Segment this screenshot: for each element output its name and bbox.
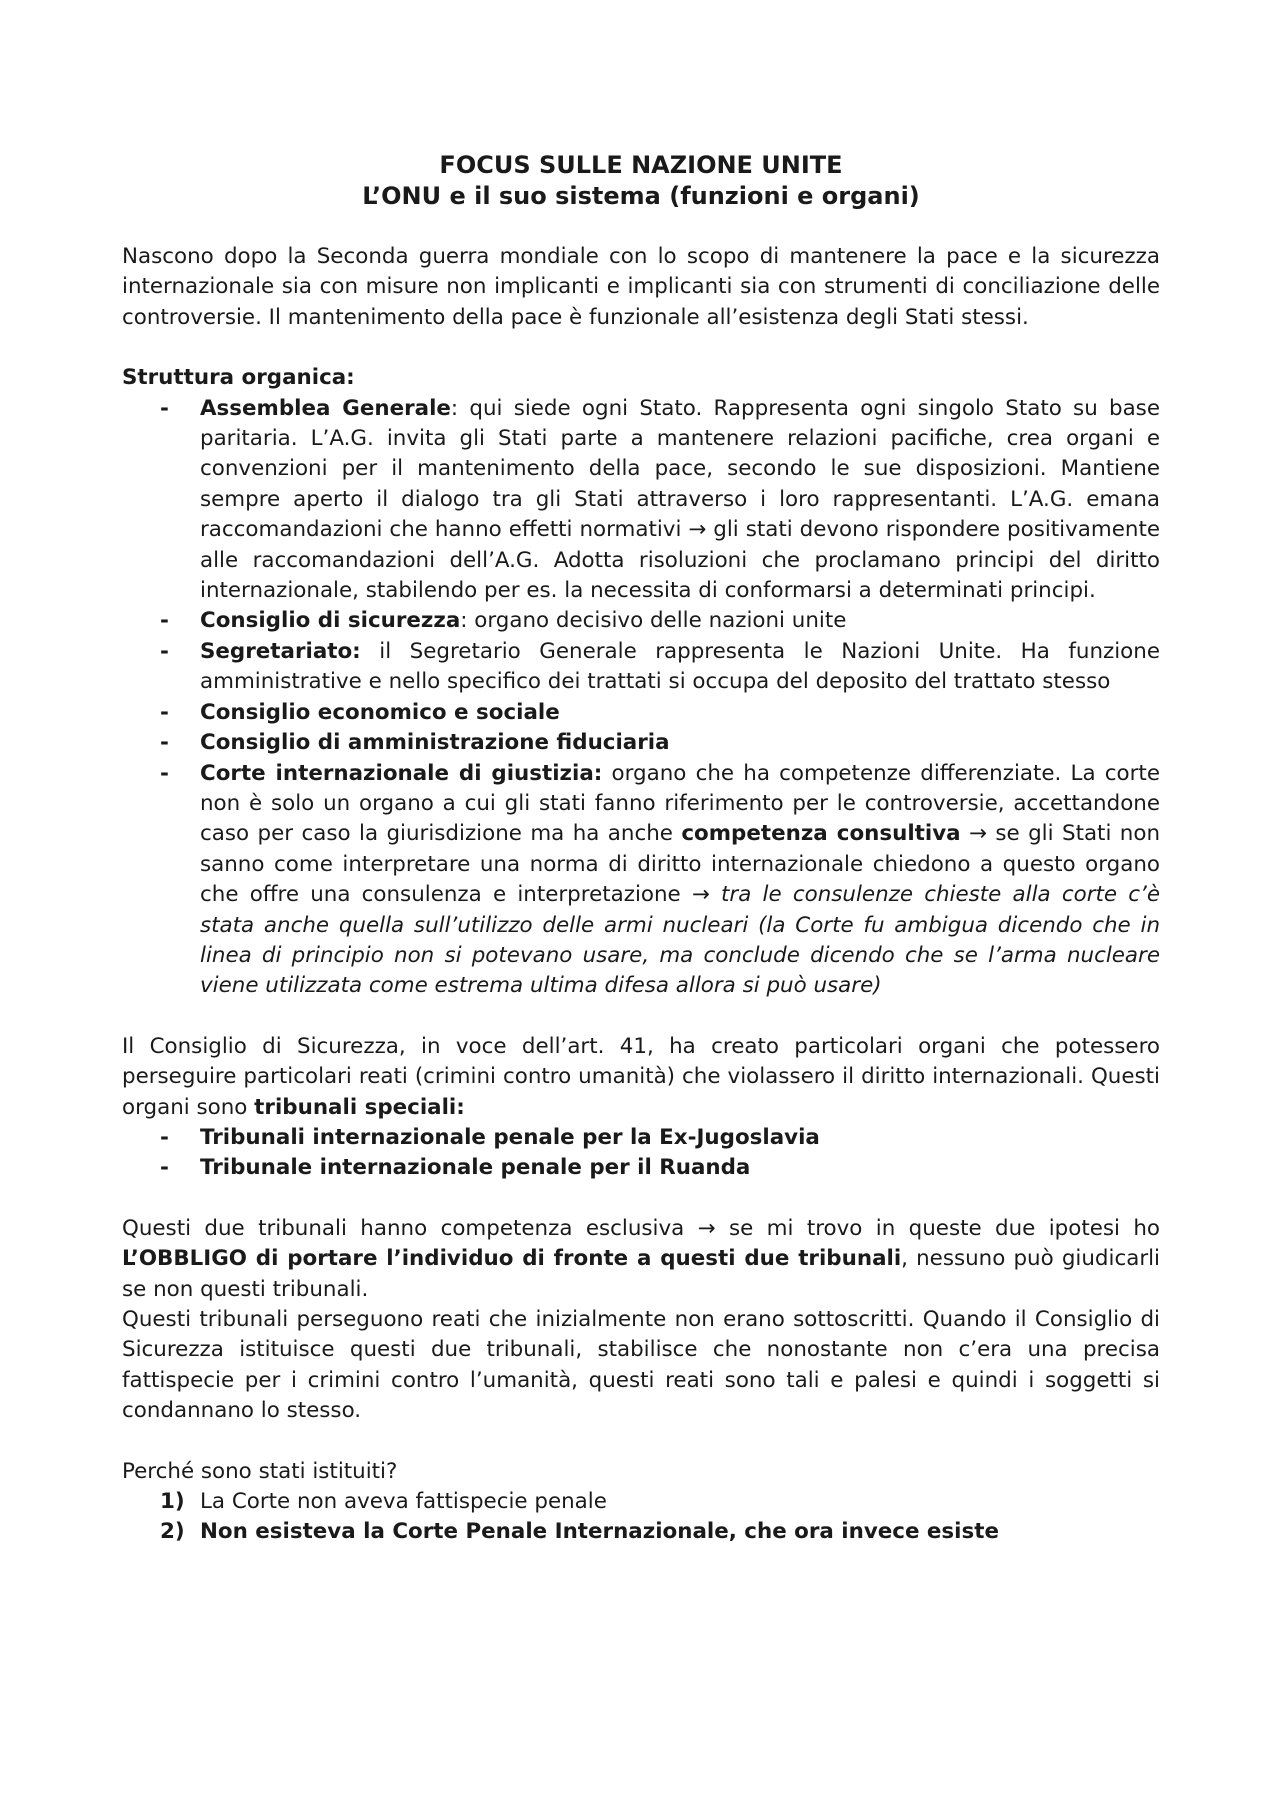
bullet-dash: - xyxy=(160,730,169,756)
list-item-consiglio-economico xyxy=(122,698,1160,728)
organi-list xyxy=(122,394,1160,1002)
bullet-dash: - xyxy=(160,1124,169,1150)
term-consiglio-amministrazione: Consiglio di amministrazione fiduciaria xyxy=(200,730,670,756)
section-heading-struttura: Struttura organica: xyxy=(122,365,355,391)
obbligo-term: L’OBBLIGO di portare l’individuo di fronte a questi due tribunali xyxy=(122,1246,902,1272)
spacer xyxy=(122,1002,1160,1032)
term-corte: Corte internazionale di giustizia: xyxy=(200,760,603,786)
tribunali-text: Il Consiglio di Sicurezza, in voce dell’art. 41, ha creato particolari organi che potessero perseguire particolari reati (crimini contro umanità) che violassero il diritto internazionali. Questi organi sono xyxy=(122,1033,1160,1120)
list-item-consiglio-sicurezza xyxy=(122,606,1160,636)
text-consiglio-sicurezza: : organo decisivo delle nazioni unite xyxy=(460,608,847,634)
term-segretariato: Segretariato: xyxy=(200,638,361,664)
list-item-corte xyxy=(122,759,1160,1002)
competenza-text-2: , nessuno può giudicarli se non questi tribunali. xyxy=(122,1246,1160,1302)
text-corte-italic: tra le consulenze chieste alla corte c’è stata anche quella sull’utilizzo delle armi nucleari (la Corte fu ambigua dicendo che in linea di principio non si potevano usare, ma conclude dicendo che se l’arma nucleare viene utilizzata come estrema ultima difesa allora si può usare) xyxy=(200,882,1160,999)
tribunali-paragraph xyxy=(122,1032,1160,1123)
page-title: FOCUS SULLE NAZIONE UNITE xyxy=(439,151,843,179)
tribunale-ruanda: Tribunale internazionale penale per il Ruanda xyxy=(200,1155,751,1181)
term-consiglio-sicurezza: Consiglio di sicurezza xyxy=(200,608,461,634)
perche-text-1: La Corte non aveva fattispecie penale xyxy=(200,1489,607,1515)
bullet-dash: - xyxy=(160,1155,169,1181)
bullet-dash: - xyxy=(160,699,169,725)
text-corte-2: → se gli Stati non sanno come interpretare una norma di diritto internazionale chiedono a questo organo che offre una consulenza e interpretazione → xyxy=(200,821,1161,908)
bullet-dash: - xyxy=(160,608,169,634)
number-marker: 1) xyxy=(160,1489,185,1515)
competenza-paragraph xyxy=(122,1214,1160,1305)
number-marker: 2) xyxy=(160,1519,185,1545)
perche-question: Perché sono stati istituiti? xyxy=(122,1458,398,1484)
tribunale-jugoslavia: Tribunali internazionale penale per la Ex-Jugoslavia xyxy=(200,1124,820,1150)
term-consiglio-economico: Consiglio economico e sociale xyxy=(200,699,560,725)
text-segretariato: il Segretario Generale rappresenta le Nazioni Unite. Ha funzione amministrative e nello specifico dei trattati si occupa del deposito del trattato stesso xyxy=(200,638,1160,695)
page-subtitle: L’ONU e il suo sistema (funzioni e organi) xyxy=(362,182,920,210)
term-competenza-consultiva: competenza consultiva xyxy=(681,821,961,847)
list-item-consiglio-amministrazione xyxy=(122,728,1160,758)
document-page xyxy=(122,150,1160,1548)
list-item-perche-1 xyxy=(122,1487,1160,1517)
bullet-dash: - xyxy=(160,760,169,786)
text-corte-1: organo che ha competenze differenziate. La corte non è solo un organo a cui gli stati fanno riferimento per le controversie, accettandone caso per caso la giurisdizione ma ha anche xyxy=(200,760,1160,847)
text-assemblea: : qui siede ogni Stato. Rappresenta ogni singolo Stato su base paritaria. L’A.G. invita gli Stati parte a mantenere relazioni pacifiche, crea organi e convenzioni per il mantenimento della pace, secondo le sue disposizioni. Mantiene sempre aperto il dialogo tra gli Stati attraverso i loro rappresentanti. L’A.G. emana raccomandazioni che hanno effetti normativi → gli stati devono rispondere positivamente alle raccomandazioni dell’A.G. Adotta risoluzioni che proclamano principi del diritto internazionale, stabilendo per es. la necessita di conformarsi a determinati principi. xyxy=(200,395,1160,604)
list-item-assemblea xyxy=(122,394,1160,607)
list-item-tribunale-jugoslavia xyxy=(122,1123,1160,1153)
perche-text-2: Non esisteva la Corte Penale Internazionale, che ora invece esiste xyxy=(200,1519,999,1545)
term-assemblea: Assemblea Generale xyxy=(200,395,451,421)
tribunali-speciali-term: tribunali speciali: xyxy=(254,1094,465,1120)
spacer xyxy=(122,1184,1160,1214)
bullet-dash: - xyxy=(160,638,169,664)
list-item-segretariato xyxy=(122,637,1160,698)
list-item-tribunale-ruanda xyxy=(122,1153,1160,1183)
intro-paragraph: Nascono dopo la Seconda guerra mondiale con lo scopo di mantenere la pace e la sicurezza internazionale sia con misure non implicanti e implicanti sia con strumenti di conciliazione delle controversie. Il mantenimento della pace è funzionale all’esistenza degli Stati stessi. xyxy=(122,244,1160,330)
perche-list xyxy=(122,1487,1160,1548)
tribunali-list xyxy=(122,1123,1160,1184)
reati-paragraph: Questi tribunali perseguono reati che inizialmente non erano sottoscritti. Quando il Consiglio di Sicurezza istituisce questi due tribunali, stabilisce che nonostante non c’era una precisa fattispecie per i crimini contro l’umanità, questi reati sono tali e palesi e quindi i soggetti si condannano lo stesso. xyxy=(122,1307,1160,1424)
competenza-text-1: Questi due tribunali hanno competenza esclusiva → se mi trovo in queste due ipotesi ho xyxy=(122,1215,1160,1241)
list-item-perche-2 xyxy=(122,1517,1160,1547)
spacer xyxy=(122,1427,1160,1457)
bullet-dash: - xyxy=(160,395,169,421)
